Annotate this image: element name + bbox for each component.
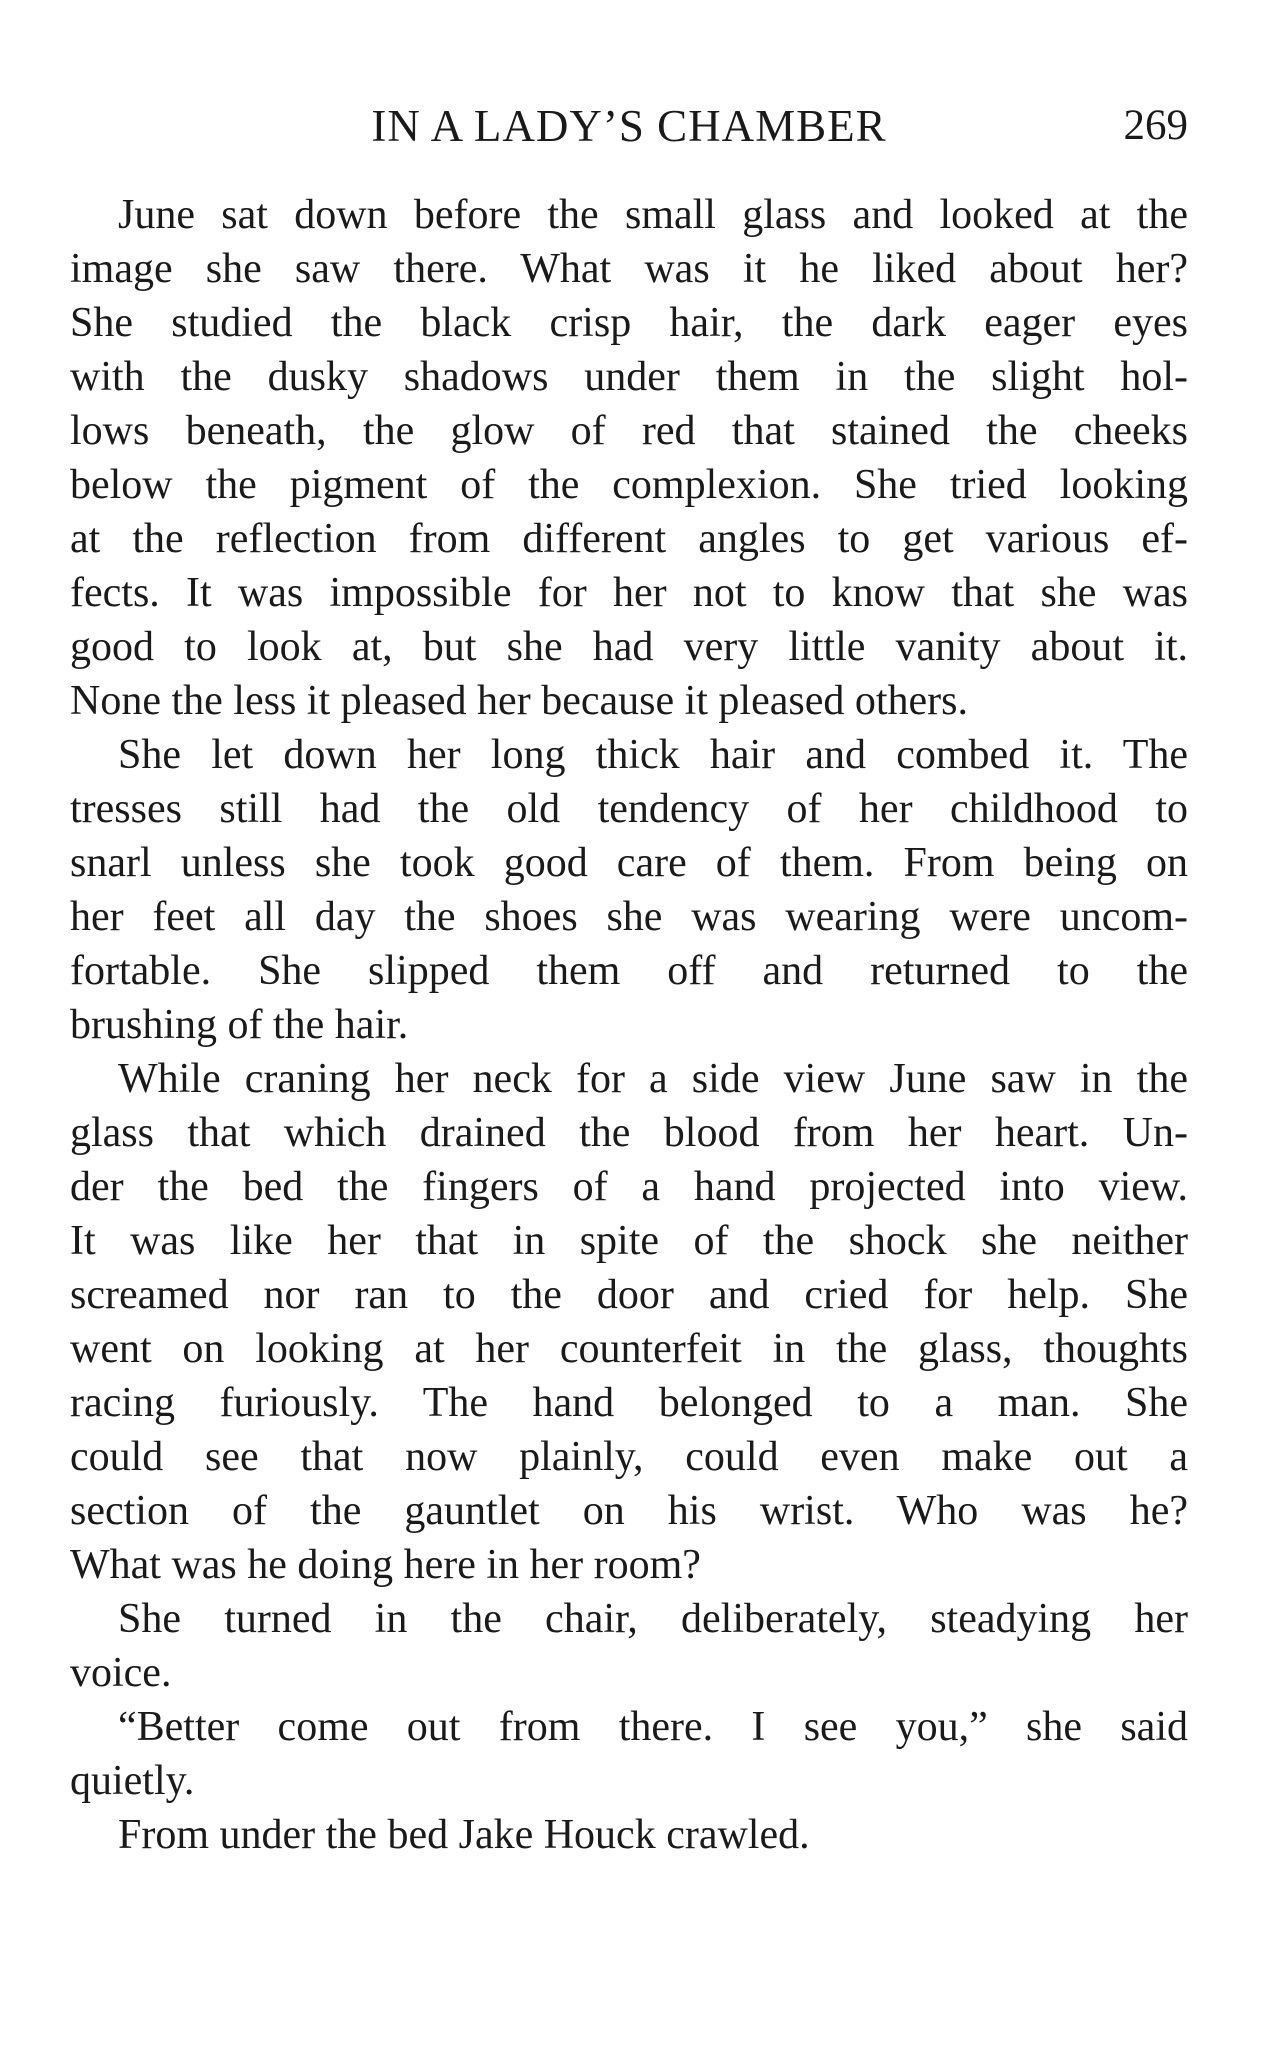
paragraph-1 xyxy=(70,188,1188,728)
text-line: voice. xyxy=(70,1650,172,1696)
text-line: good to look at, but she had very little vanity about it. xyxy=(70,624,1188,670)
page-header xyxy=(70,96,1188,156)
text-line: snarl unless she took good care of them. From being on xyxy=(70,840,1188,886)
text-line: quietly. xyxy=(70,1758,195,1804)
text-line: fects. It was impossible for her not to know that she was xyxy=(70,570,1188,616)
paragraph-4 xyxy=(70,1592,1188,1700)
text-line: her feet all day the shoes she was wearing were uncom- xyxy=(70,894,1188,940)
text-line: brushing of the hair. xyxy=(70,1002,409,1048)
text-line: From under the bed Jake Houck crawled. xyxy=(118,1812,810,1858)
page-number: 269 xyxy=(1123,102,1188,149)
text-line: could see that now plainly, could even make out a xyxy=(70,1434,1188,1480)
text-line: She let down her long thick hair and combed it. The xyxy=(118,732,1188,778)
text-line: June sat down before the small glass and looked at the xyxy=(118,192,1188,238)
text-line: below the pigment of the complexion. She tried looking xyxy=(70,462,1188,508)
text-line: It was like her that in spite of the shock she neither xyxy=(70,1218,1188,1264)
text-line: While craning her neck for a side view June saw in the xyxy=(118,1056,1188,1102)
text-line: tresses still had the old tendency of her childhood to xyxy=(70,786,1188,832)
paragraph-6 xyxy=(70,1808,1188,1862)
text-line: “Better come out from there. I see you,” she said xyxy=(118,1704,1188,1750)
text-line: None the less it pleased her because it pleased others. xyxy=(70,678,969,724)
text-line: racing furiously. The hand belonged to a man. She xyxy=(70,1380,1188,1426)
text-line: image she saw there. What was it he liked about her? xyxy=(70,246,1188,292)
text-line: lows beneath, the glow of red that stained the cheeks xyxy=(70,408,1188,454)
paragraph-5 xyxy=(70,1700,1188,1808)
running-title: IN A LADY’S CHAMBER xyxy=(371,101,887,151)
text-line: She turned in the chair, deliberately, steadying her xyxy=(118,1596,1188,1642)
text-line: der the bed the fingers of a hand projected into view. xyxy=(70,1164,1188,1210)
text-line: with the dusky shadows under them in the slight hol- xyxy=(70,354,1188,400)
text-line: She studied the black crisp hair, the dark eager eyes xyxy=(70,300,1188,346)
text-line: section of the gauntlet on his wrist. Who was he? xyxy=(70,1488,1188,1534)
text-line: went on looking at her counterfeit in the glass, thoughts xyxy=(70,1326,1188,1372)
text-line: fortable. She slipped them off and returned to the xyxy=(70,948,1188,994)
paragraph-3 xyxy=(70,1052,1188,1592)
text-line: at the reflection from different angles to get various ef- xyxy=(70,516,1188,562)
text-line: glass that which drained the blood from her heart. Un- xyxy=(70,1110,1188,1156)
text-line: What was he doing here in her room? xyxy=(70,1542,701,1588)
body-text xyxy=(70,188,1188,1862)
text-line: screamed nor ran to the door and cried for help. She xyxy=(70,1272,1188,1318)
paragraph-2 xyxy=(70,728,1188,1052)
